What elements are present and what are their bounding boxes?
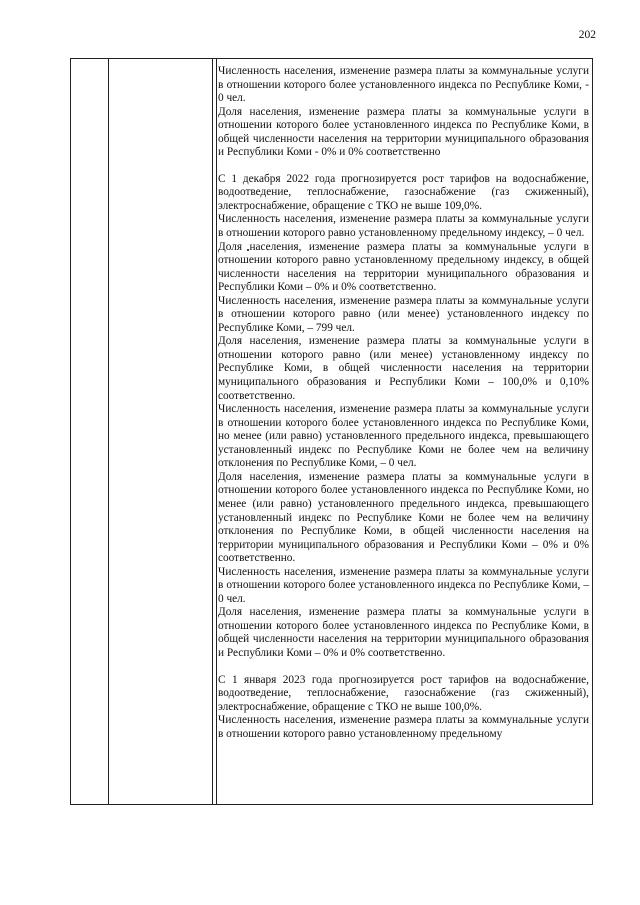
column-divider-1 [108,59,109,804]
document-table [70,58,593,805]
paragraph: Доля населения, изменение размера платы за коммунальные услуги в отношении которого равно установленному предельному индексу, в общей численности населения на территории муниципального образования и Республики Коми – 0% и 0% соответственно. [218,240,589,294]
paragraph: С 1 декабря 2022 года прогнозируется рост тарифов на водоснабжение, водоотведение, теплоснабжение, газоснабжение (газ сжиженный), электроснабжение, обращение с ТКО не выше 109,0%. [218,172,589,212]
paragraph: Численность населения, изменение размера платы за коммунальные услуги в отношении которого равно установленному предельному [218,714,589,740]
paragraph: Доля населения, изменение размера платы за коммунальные услуги в отношении которого более установленного индекса по Республике Коми, в общей численности населения на территории муниципального образования и Республики Коми – 0% и 0% соответственно. [218,606,589,659]
paragraph: Численность населения, изменение размера платы за коммунальные услуги в отношении которого более установленного индекса по Республике Коми, - 0 чел. [218,65,589,105]
paragraph: Доля населения, изменение размера платы за коммунальные услуги в отношении которого равно (или менее) установленному индексу по Республике Коми, в общей численности населения на территории муниципального образования и Республики Коми – 100,0% и 0,10% соответственно. [218,335,589,402]
page-number: 202 [578,29,596,41]
column-divider-2 [212,59,213,804]
paragraph: Численность населения, изменение размера платы за коммунальные услуги в отношении которого равно (или менее) установленного индексу по Республике Коми, – 799 чел. [218,294,589,334]
paragraph: Доля населения, изменение размера платы за коммунальные услуги в отношении которого более установленного индекса по Республике Коми, но менее (или равно) установленного предельного индекса, превышающего установленный индекс по Республике Коми не более чем на величину отклонения по Республике Коми, в общей численности населения на территории муниципального образования и Республики Коми – 0% и 0% соответственно. [218,470,589,565]
table-cell-text [218,65,589,741]
paragraph: Численность населения, изменение размера платы за коммунальные услуги в отношении которого более установленного индекса по Республике Коми, – 0 чел. [218,565,589,605]
paragraph: С 1 января 2023 года прогнозируется рост тарифов на водоснабжение, водоотведение, теплоснабжение, газоснабжение (газ сжиженный), электроснабжение, обращение с ТКО не выше 100,0%. [218,673,589,713]
column-divider-3 [216,59,217,804]
paragraph: Доля населения, изменение размера платы за коммунальные услуги в отношении которого более установленного индекса по Республике Коми, в общей численности населения на территории муниципального образования и Республики Коми - 0% и 0% соответственно [218,105,589,159]
paragraph: Численность населения, изменение размера платы за коммунальные услуги в отношении которого равно установленному предельному индексу, – 0 чел. [218,213,589,240]
paragraph: Численность населения, изменение размера платы за коммунальные услуги в отношении которого более установленного индекса по Республике Коми, но менее (или равно) установленного предельного индекса, превышающего установленный индекс по Республике Коми не более чем на величину отклонения по Республике Коми, – 0 чел. [218,403,589,470]
